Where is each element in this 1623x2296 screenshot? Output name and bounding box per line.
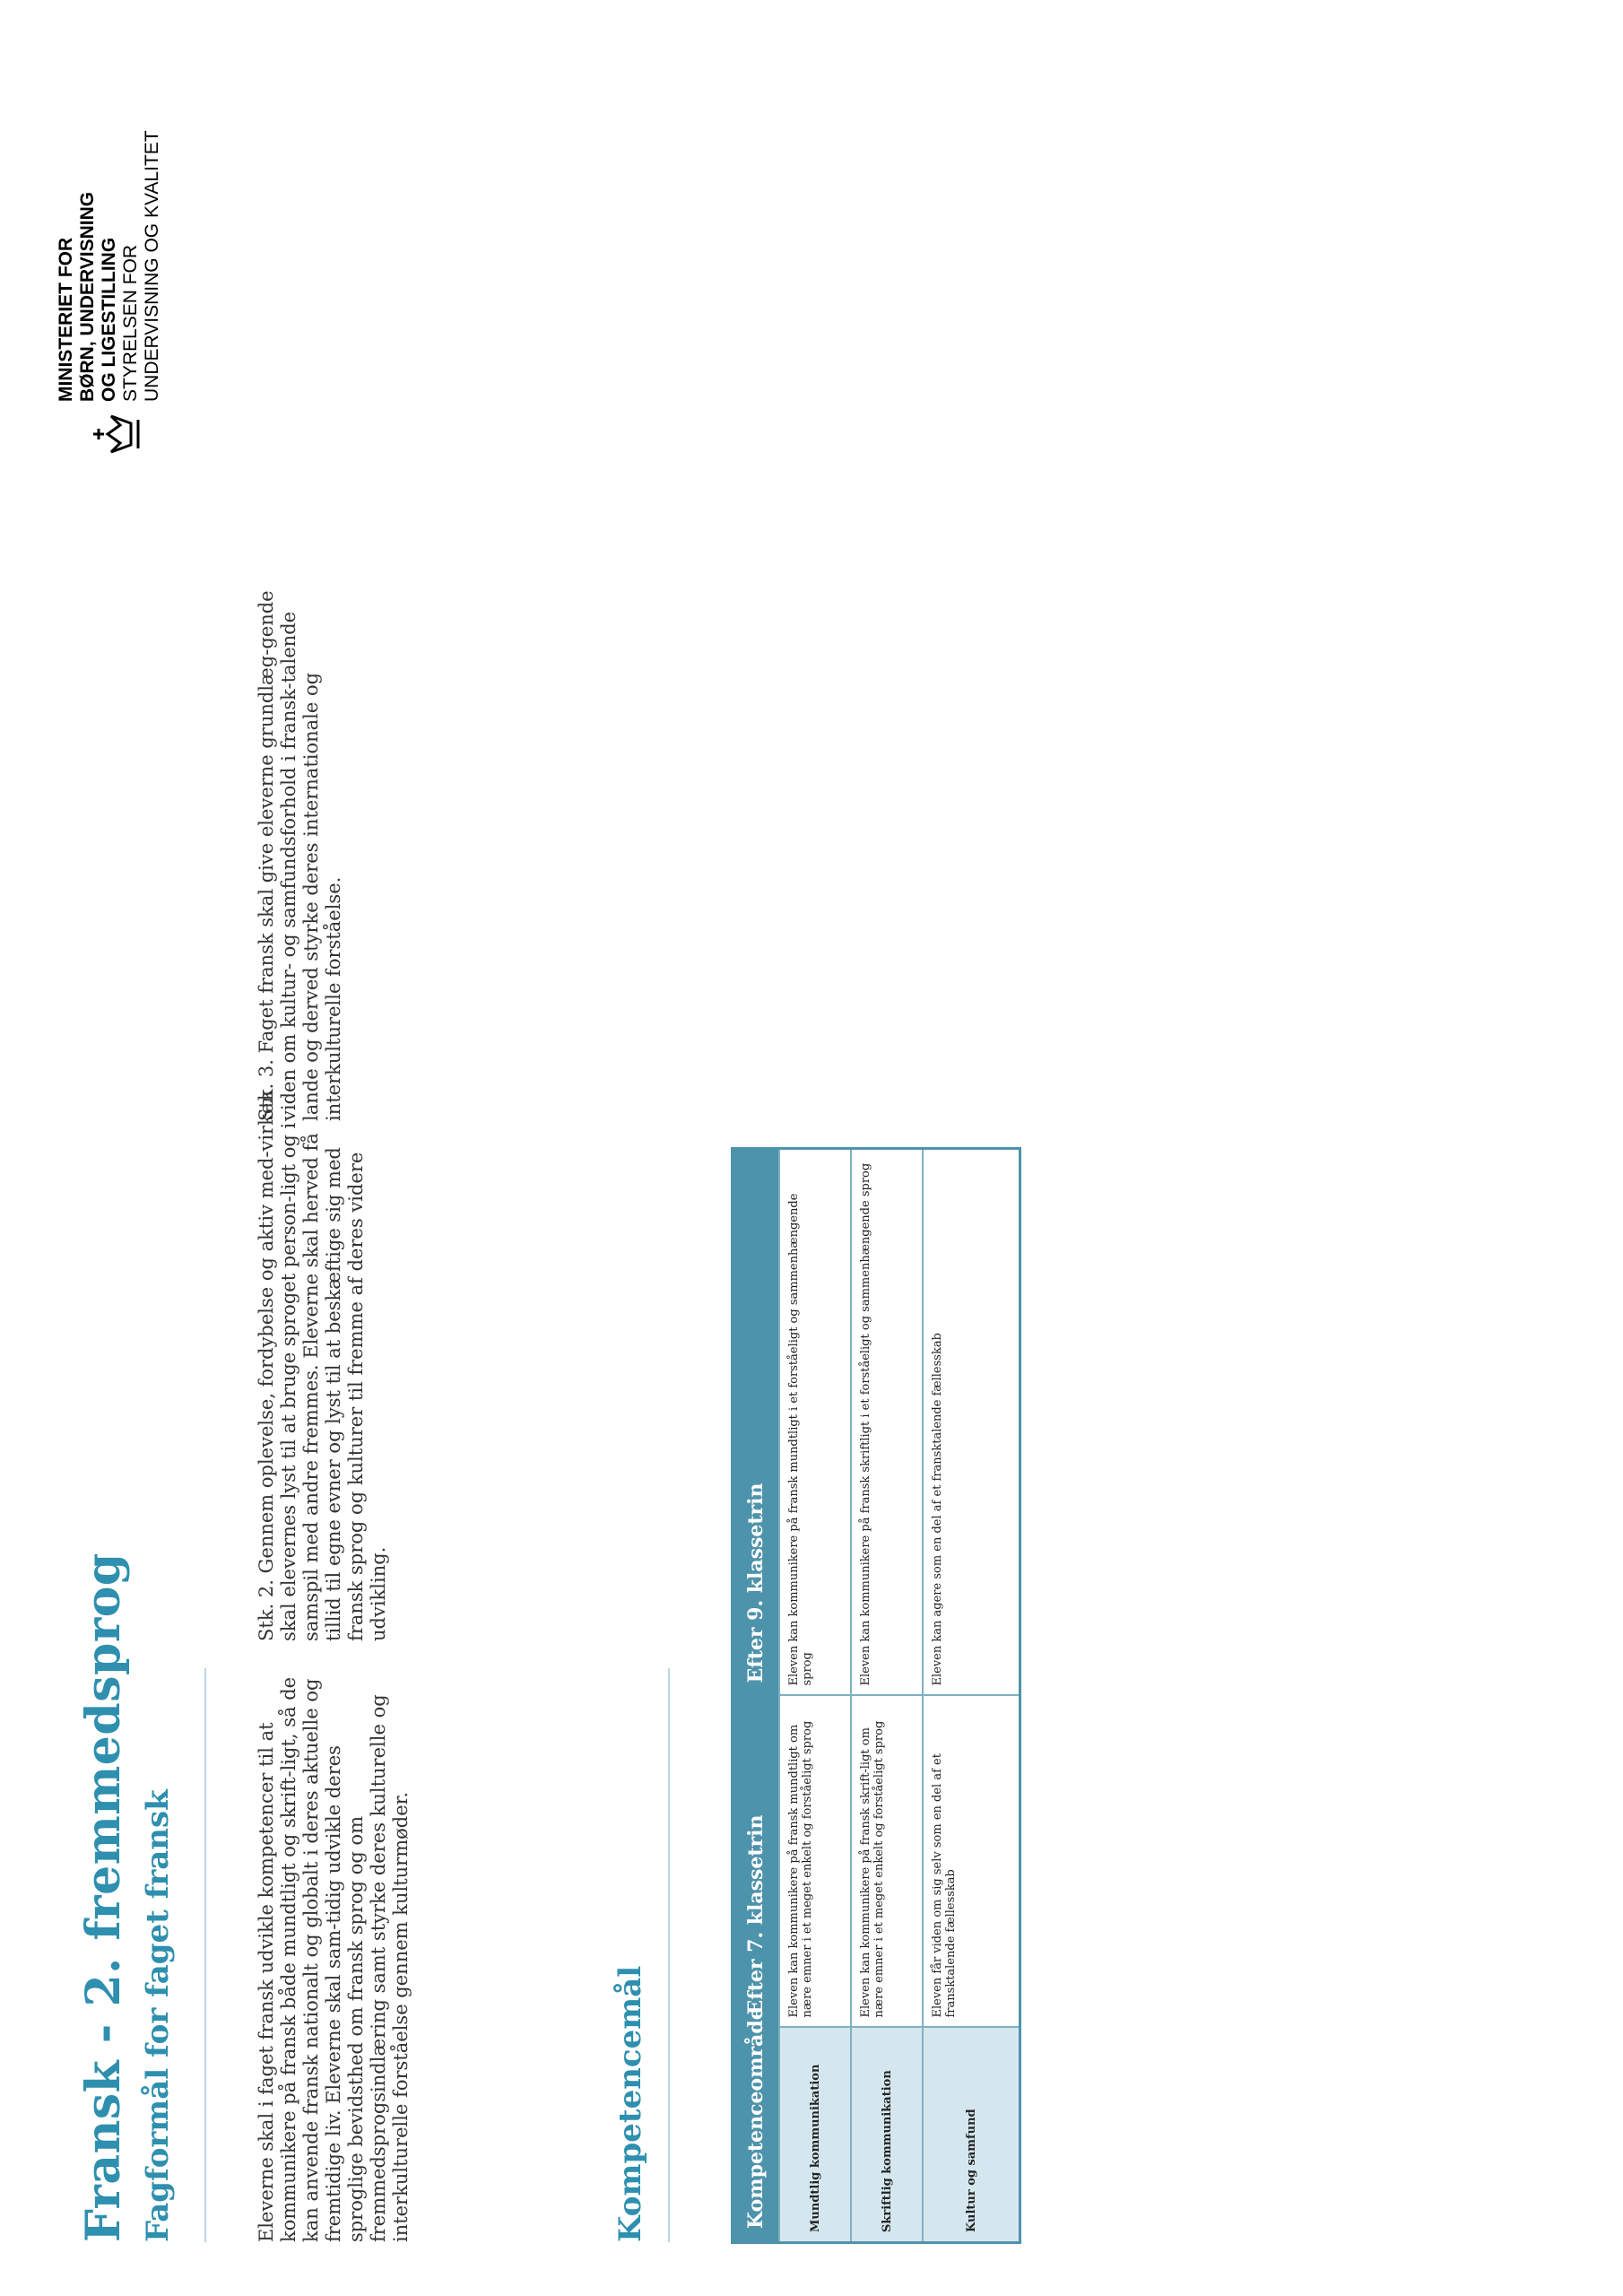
divider-top [204,1668,206,2242]
after9-cell: Eleven kan agere som en del af et fransktalende fællesskab [923,1149,1020,1696]
after7-cell: Eleven kan kommunikere på fransk skrift-ligt om nære emner i et meget enkelt og forståeligt sprog [851,1696,923,2028]
paragraph-stk1: Eleverne skal i faget fransk udvikle kompetencer til at kommunikere på fransk både mundtligt og skrift-ligt, så de kan anvende fransk nationalt og globalt i deres aktuelle og fremtidige liv. Eleverne skal sam-tidig udvikle deres sproglige bevidsthed om fransk sprog og om fremmedsprogsindlæring samt styrke deres kulturelle og interkulturelle forståelse gennem kulturmøder. [256,1676,412,2242]
page-subtitle: Fagformål for faget fransk [140,1789,176,2242]
after9-cell: Eleven kan kommunikere på fransk mundtligt i et forståeligt og sammenhængende sprog [779,1149,851,1696]
area-cell: Skriftlig kommunikation [851,2028,923,2243]
after9-cell: Eleven kan kommunikere på fransk skriftligt i et forståeligt og sammenhængende sprog [851,1149,923,1696]
ministry-line: OG LIGESTILLING [99,237,119,402]
agency-line: UNDERVISNING OG KVALITET [142,130,162,402]
paragraph-stk2: Stk. 2. Gennem oplevelse, fordybelse og aktiv med-virken skal elevernes lyst til at bruge sproget person-ligt og i samspil med andre fremmes. Eleverne skal herved få tillid til egne evner og lyst til at beskæftige sig med fransk sprog og kulturer til fremme af deres videre udvikling. [256,1091,389,1641]
crown-icon [91,411,145,457]
paragraph-stk3: Stk. 3. Faget fransk skal give eleverne grundlæg-gende viden om kultur- og samfundsforhold i fransk-talende lande og derved styrke deres internationale og interkulturelle forståelse. [256,590,344,1121]
header-kompetenceomraade: Kompetenceområde [733,2028,780,2243]
ministry-name [56,192,120,402]
kompetencemaal-heading: Kompetencemål [612,1965,648,2242]
after7-cell: Eleven får viden om sig selv som en del af et fransktalende fællesskab [923,1696,1020,2028]
page-title: Fransk - 2. fremmedsprog [76,1552,131,2242]
area-cell: Mundtlig kommunikation [779,2028,851,2243]
divider-kompetencemaal [668,1668,670,2242]
kompetencemaal-table [731,1147,1021,2244]
agency-name [120,130,163,402]
ministry-line: MINISTERIET FOR [56,237,76,402]
header-efter-7: Efter 7. klassetrin [733,1696,780,2028]
ministry-line: BØRN, UNDERVISNING [77,191,98,402]
table-header-row [733,1149,780,2243]
area-cell: Kultur og samfund [923,2028,1020,2243]
after7-cell: Eleven kan kommunikere på fransk mundtligt om nære emner i et meget enkelt og forståeligt sprog [779,1696,851,2028]
header-efter-9: Efter 9. klassetrin [733,1149,780,1696]
table-row [851,1149,923,2243]
table-row [779,1149,851,2243]
agency-line: STYRELSEN FOR [120,244,141,402]
table-row [923,1149,1020,2243]
